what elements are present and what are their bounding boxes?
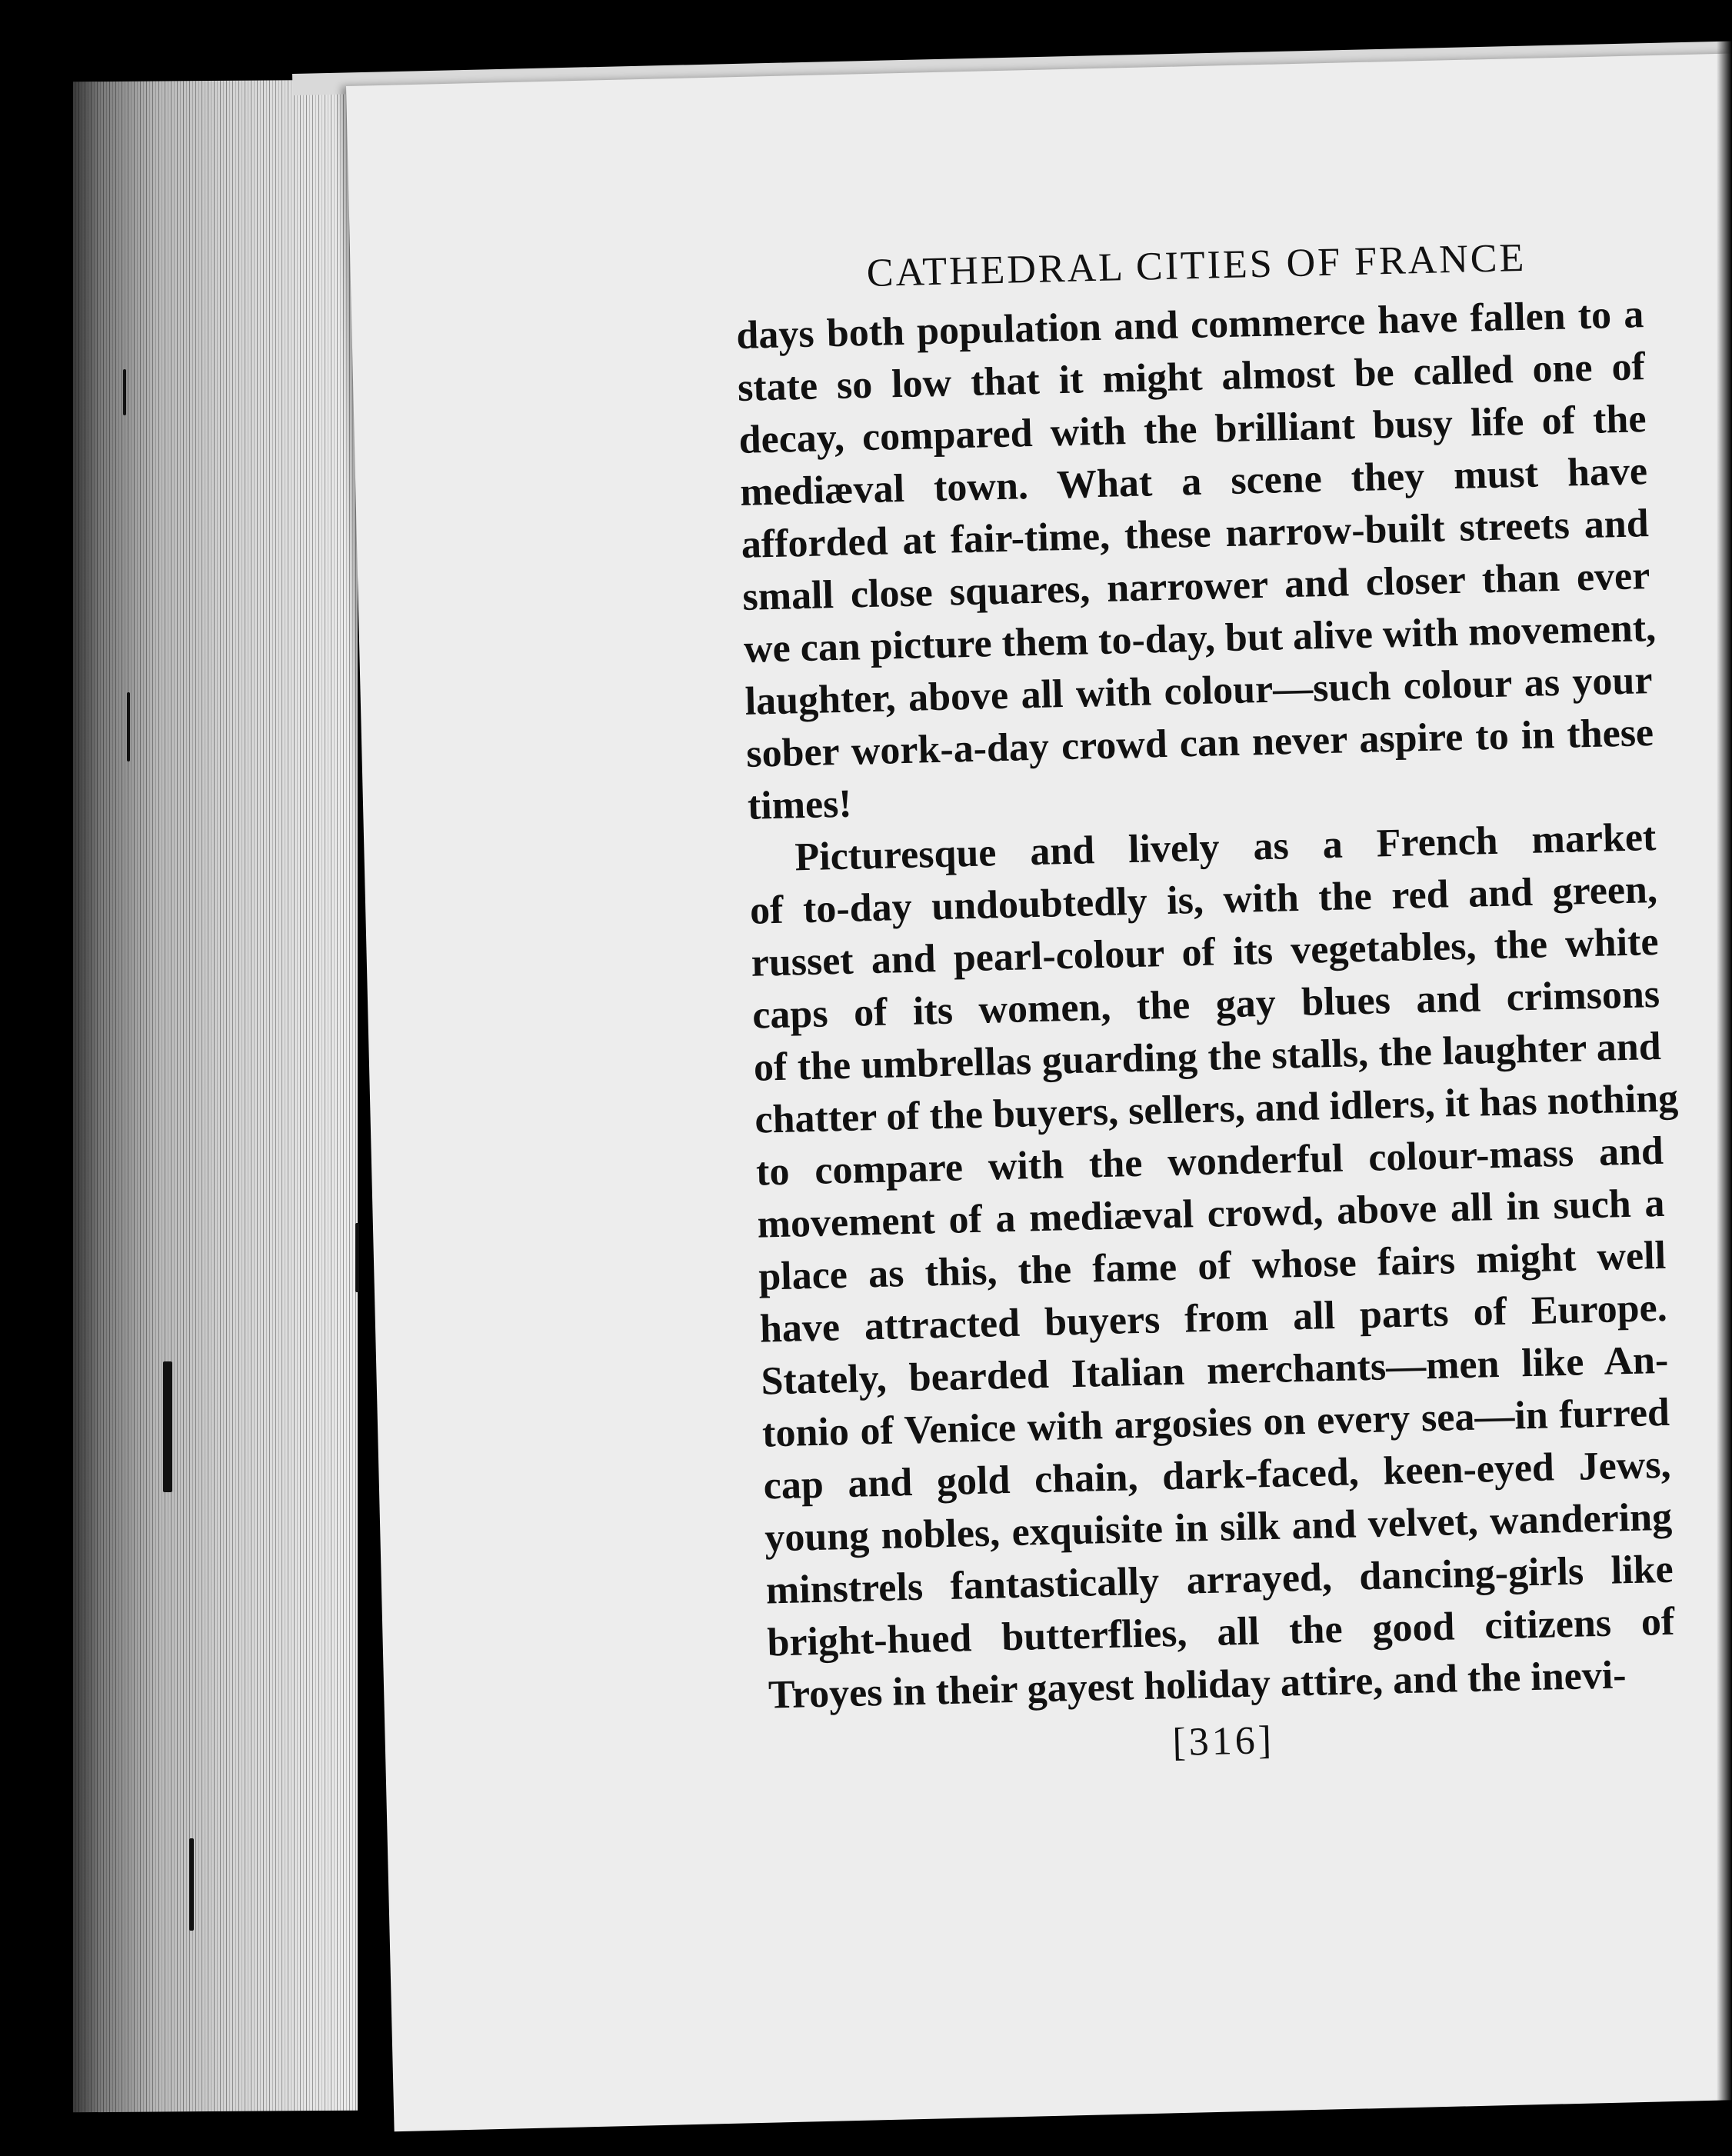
text-line: bright-hued butterflies, all the good citizens of	[766, 1599, 1675, 1665]
text-line: times!	[747, 781, 853, 828]
text-line: to compare with the wonderful colour-mass and	[755, 1128, 1664, 1195]
paragraph-2	[748, 811, 1677, 1721]
edge-blemish	[127, 692, 130, 761]
page-text	[734, 232, 1677, 1774]
book-page-edge	[73, 80, 358, 2113]
text-line: caps of its women, the gay blues and crimsons	[751, 971, 1660, 1038]
edge-blemish	[123, 369, 126, 415]
text-line: chatter of the buyers, sellers, and idlers, it has nothing	[754, 1076, 1679, 1142]
text-line: of to-day undoubtedly is, with the red and green,	[749, 867, 1658, 933]
text-line: laughter, above all with colour—such colour as your	[744, 658, 1654, 724]
text-line: sober work-a-day crowd can never aspire to in these	[745, 711, 1654, 776]
text-line: we can picture them to-day, but alive with movement,	[743, 605, 1657, 671]
text-line: days both population and commerce have fallen to a	[735, 292, 1644, 358]
text-line: Troyes in their gayest holiday attire, and the inevi-	[768, 1653, 1627, 1718]
text-line: Picturesque and lively as a French market	[794, 815, 1657, 880]
text-line: mediæval town. What a scene they must have	[739, 449, 1648, 515]
paragraph-1	[736, 288, 1656, 833]
scan-right-edge	[1717, 0, 1732, 2156]
running-head: CATHEDRAL CITIES OF FRANCE	[866, 235, 1527, 295]
text-line: Stately, bearded Italian merchants—men like An-	[760, 1338, 1669, 1404]
text-line: place as this, the fame of whose fairs might well	[758, 1233, 1667, 1299]
text-line: movement of a mediæval crowd, above all in such a	[757, 1181, 1666, 1247]
text-line: of the umbrellas guarding the stalls, the laughter and	[753, 1024, 1662, 1090]
text-line: small close squares, narrower and closer than ever	[741, 554, 1650, 619]
text-line: tonio of Venice with argosies on every sea—in furred	[761, 1390, 1670, 1456]
edge-blemish	[355, 1223, 359, 1292]
page-number: [316]	[1171, 1718, 1275, 1765]
edge-blemish	[189, 1838, 194, 1931]
text-line: russet and pearl-colour of its vegetables, the white	[751, 919, 1660, 985]
edge-blemish	[163, 1361, 172, 1492]
text-line: decay, compared with the brilliant busy life of the	[738, 397, 1647, 462]
text-line: minstrels fantastically arrayed, dancing-girls like	[765, 1547, 1674, 1613]
text-line: have attracted buyers from all parts of Europe.	[759, 1285, 1668, 1351]
text-line: young nobles, exquisite in silk and velvet, wandering	[764, 1495, 1673, 1561]
text-line: cap and gold chain, dark-faced, keen-eyed Jews,	[763, 1442, 1672, 1508]
text-line: afforded at fair-time, these narrow-built streets and	[741, 502, 1650, 567]
text-line: state so low that it might almost be called one of	[737, 345, 1646, 410]
